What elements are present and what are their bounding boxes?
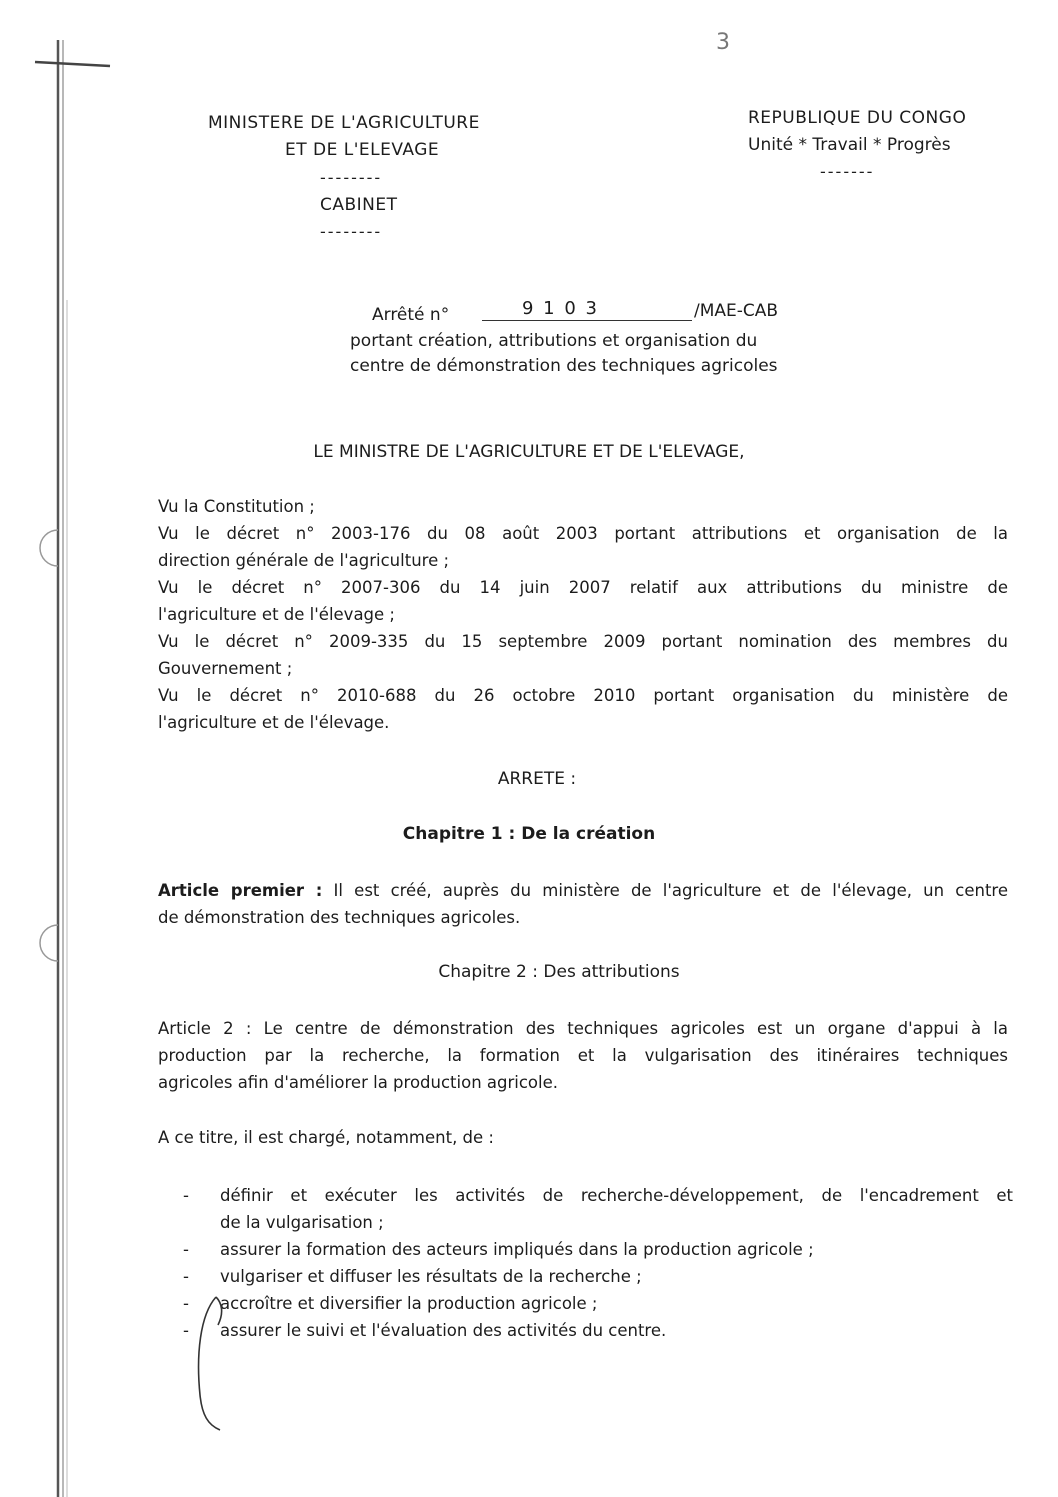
list-item-text: définir et exécuter les activités de recherche-développement, de l'encadrement et — [220, 1186, 1013, 1205]
article-1-label: Article premier : — [158, 881, 323, 900]
header-separator: -------- — [320, 168, 383, 187]
chapter-1-heading: Chapitre 1 : De la création — [402, 824, 656, 844]
arrete-heading: ARRETE : — [497, 769, 577, 789]
responsibilities-list — [183, 1182, 1013, 1344]
list-item-text: assurer le suivi et l'évaluation des activités du centre. — [220, 1321, 667, 1340]
vu-line: direction générale de l'agriculture ; — [158, 551, 450, 570]
decree-subject-line2: centre de démonstration des techniques agricoles — [350, 356, 778, 376]
vu-line: Vu le décret n° 2010-688 du 26 octobre 2010 portant organisation du ministère de — [158, 686, 1008, 705]
republic-name: REPUBLIQUE DU CONGO — [748, 108, 967, 128]
article-1-text: Il est créé, auprès du ministère de l'agriculture et de l'élevage, un centre — [322, 881, 1008, 900]
bullet-dash: - — [183, 1267, 189, 1286]
list-item — [183, 1236, 1013, 1263]
vu-line: Vu la Constitution ; — [158, 497, 315, 516]
vu-line: l'agriculture et de l'élevage ; — [158, 605, 395, 624]
chapter-2-heading: Chapitre 2 : Des attributions — [438, 962, 680, 982]
page-number: 3 — [716, 30, 730, 55]
binder-edge — [0, 0, 120, 1497]
handwritten-initial-mark — [180, 1285, 240, 1435]
decree-suffix: /MAE-CAB — [694, 301, 779, 321]
header-separator: ------- — [820, 162, 875, 181]
vu-line: Gouvernement ; — [158, 659, 293, 678]
list-item-text: accroître et diversifier la production agricole ; — [220, 1294, 598, 1313]
list-item-text: de la vulgarisation ; — [220, 1213, 384, 1232]
vu-line: Vu le décret n° 2009-335 du 15 septembre 2009 portant nomination des membres du — [158, 632, 1008, 651]
vu-clauses — [158, 493, 1008, 736]
article-1 — [158, 877, 1008, 931]
minister-title: LE MINISTRE DE L'AGRICULTURE ET DE L'ELEVAGE, — [313, 442, 745, 462]
decree-subject-line1: portant création, attributions et organisation du — [350, 331, 758, 351]
bullet-dash: - — [183, 1321, 189, 1340]
article-2-text: agricoles afin d'améliorer la production agricole. — [158, 1073, 558, 1092]
list-item — [183, 1263, 1013, 1290]
header-separator: -------- — [320, 222, 383, 241]
decree-number: 9 1 0 3 — [522, 298, 599, 319]
decree-prefix: Arrêté n° — [372, 305, 450, 325]
bullet-dash: - — [183, 1294, 189, 1313]
ministry-name-line1: MINISTERE DE L'AGRICULTURE — [208, 113, 480, 133]
article-1-text: de démonstration des techniques agricoles. — [158, 908, 521, 927]
responsibilities-intro: A ce titre, il est chargé, notamment, de : — [158, 1128, 494, 1147]
list-item — [183, 1290, 1013, 1317]
vu-line: Vu le décret n° 2007-306 du 14 juin 2007 relatif aux attributions du ministre de — [158, 578, 1008, 597]
bullet-dash: - — [183, 1186, 189, 1205]
list-item — [183, 1182, 1013, 1236]
vu-line: Vu le décret n° 2003-176 du 08 août 2003 portant attributions et organisation de la — [158, 524, 1008, 543]
bullet-dash: - — [183, 1240, 189, 1259]
article-2-text: production par la recherche, la formation et la vulgarisation des itinéraires techniques — [158, 1046, 1008, 1065]
national-motto: Unité * Travail * Progrès — [748, 135, 951, 155]
article-2-text: Le centre de démonstration des techniques agricoles est un organe d'appui à la — [251, 1019, 1008, 1038]
list-item-text: assurer la formation des acteurs impliqués dans la production agricole ; — [220, 1240, 814, 1259]
list-item — [183, 1317, 1013, 1344]
list-item-text: vulgariser et diffuser les résultats de la recherche ; — [220, 1267, 642, 1286]
cabinet-label: CABINET — [320, 195, 398, 215]
ministry-name-line2: ET DE L'ELEVAGE — [285, 140, 440, 160]
decree-number-underline — [482, 320, 692, 321]
article-2 — [158, 1015, 1008, 1096]
vu-line: l'agriculture et de l'élevage. — [158, 713, 390, 732]
article-2-label: Article 2 : — [158, 1019, 252, 1038]
